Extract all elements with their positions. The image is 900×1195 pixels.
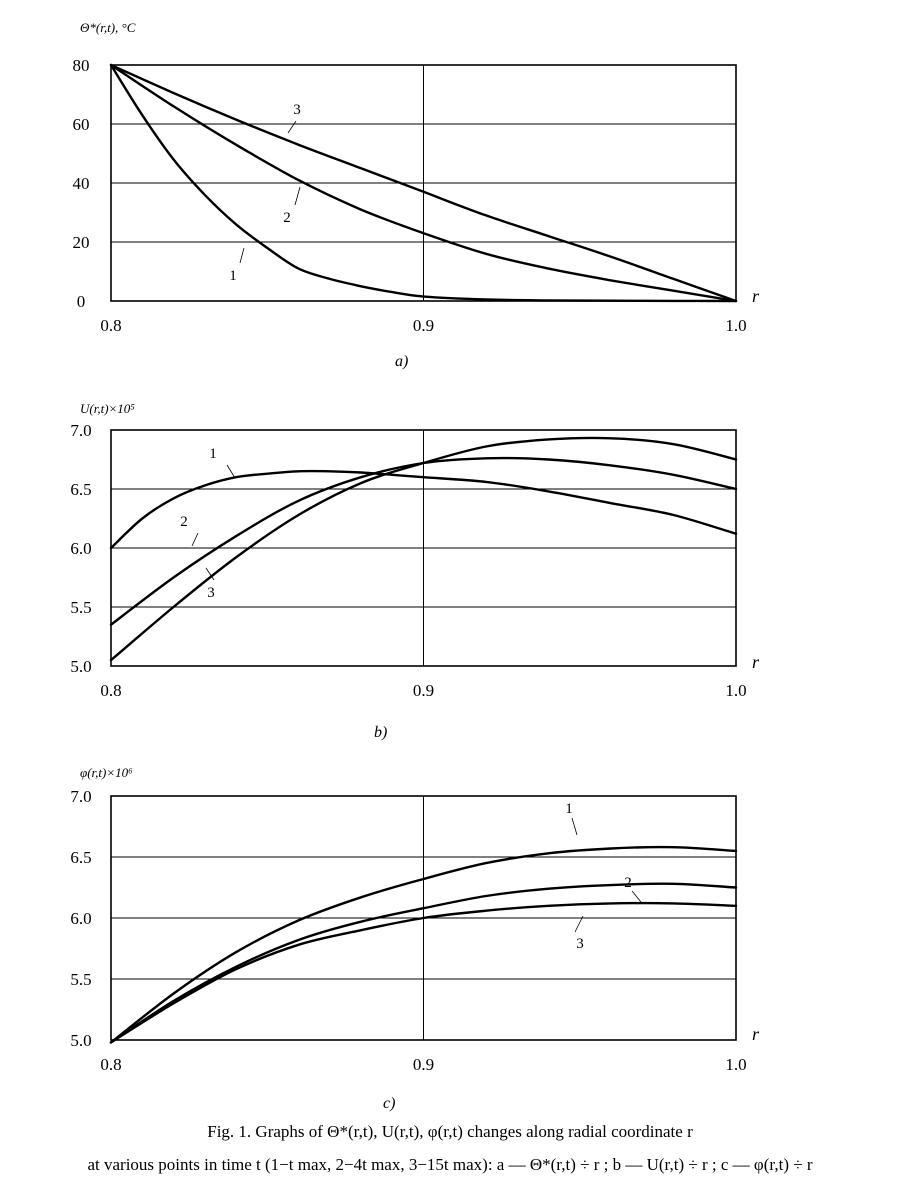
y-tick-label: 5.5: [70, 970, 92, 989]
chart-panel-1: [73, 20, 761, 370]
x-tick-label: 1.0: [725, 1055, 747, 1074]
x-tick-label: 0.9: [412, 316, 435, 335]
panel-label: a): [395, 353, 409, 370]
y-axis-label: U(r,t)×10⁵: [80, 401, 135, 416]
y-tick-label: 0: [76, 292, 86, 311]
y-tick-label: 6.0: [70, 909, 92, 928]
y-tick-label: 60: [72, 115, 90, 134]
curve-label-leader: [632, 891, 641, 902]
curve-label-leader: [572, 818, 577, 835]
curve-label-3: 3: [207, 585, 215, 601]
y-tick-label: 7.0: [70, 787, 92, 806]
y-tick-label: 6.5: [70, 848, 92, 867]
x-axis-label: r: [752, 652, 760, 672]
x-tick-label: 0.8: [100, 1055, 122, 1074]
y-tick-label: 40: [72, 174, 90, 193]
x-tick-label: 0.8: [100, 316, 122, 335]
figure-caption-line-2: at various points in time t (1−t max, 2−4t max, 3−15t max): a — Θ*(r,t) ÷ r ; b — U(r,t) ÷ r ; c — φ(r,t) ÷ r: [87, 1155, 813, 1174]
panel-label: b): [374, 724, 388, 741]
x-tick-label: 1.0: [725, 681, 747, 700]
curve-label-3: 3: [576, 936, 584, 952]
y-tick-label: 7.0: [70, 421, 92, 440]
curve-label-3: 3: [293, 102, 301, 118]
x-axis-label: r: [752, 1024, 760, 1044]
curve-label-leader: [227, 465, 235, 478]
curve-label-1: 1: [565, 801, 573, 817]
x-tick-label: 0.9: [412, 681, 435, 700]
y-tick-label: 5.0: [70, 1031, 92, 1050]
curve-label-1: 1: [229, 268, 237, 284]
curve-label-1: 1: [209, 446, 217, 462]
curve-label-leader: [192, 533, 198, 546]
panel-label: c): [383, 1095, 396, 1112]
curve-label-leader: [295, 187, 300, 205]
curve-label-2: 2: [624, 875, 632, 891]
curve-label-leader: [240, 248, 244, 263]
x-tick-label: 1.0: [725, 316, 747, 335]
x-axis-label: r: [752, 286, 760, 306]
chart-panel-3: [70, 765, 760, 1112]
curve-label-2: 2: [180, 514, 188, 530]
y-tick-label: 20: [72, 233, 90, 252]
x-tick-label: 0.9: [412, 1055, 435, 1074]
curve-label-2: 2: [283, 210, 291, 226]
curve-label-leader: [288, 121, 296, 133]
y-axis-label: φ(r,t)×10⁶: [80, 765, 133, 780]
y-tick-label: 5.0: [70, 657, 92, 676]
y-tick-label: 6.5: [70, 480, 92, 499]
figure-caption-line-1: Fig. 1. Graphs of Θ*(r,t), U(r,t), φ(r,t) changes along radial coordinate r: [207, 1122, 693, 1141]
y-tick-label: 80: [72, 56, 90, 75]
y-axis-label: Θ*(r,t), °C: [80, 20, 136, 35]
chart-panel-2: [70, 401, 760, 741]
y-tick-label: 5.5: [70, 598, 92, 617]
x-tick-label: 0.8: [100, 681, 122, 700]
y-tick-label: 6.0: [70, 539, 92, 558]
